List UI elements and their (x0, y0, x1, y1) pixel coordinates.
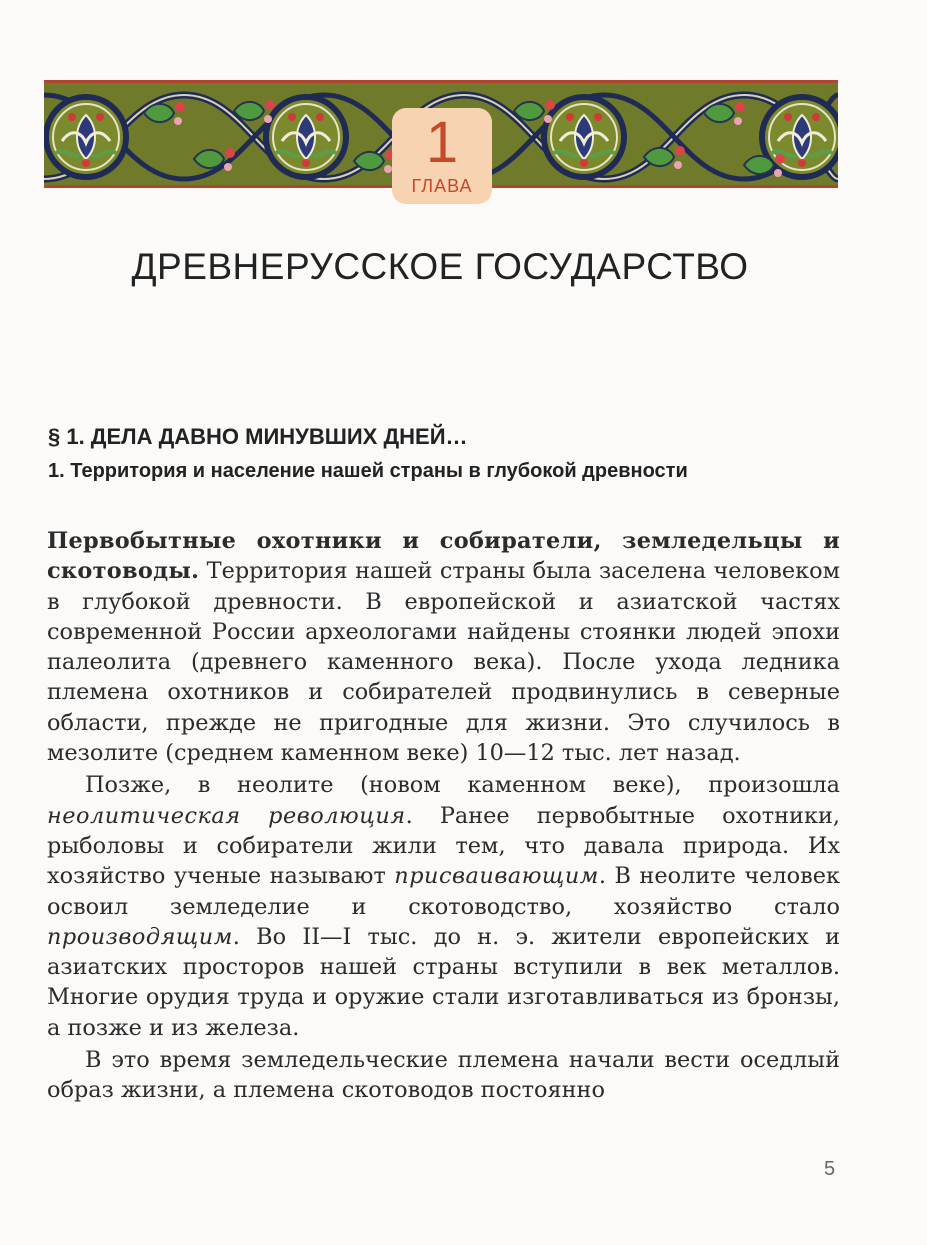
paragraph-lead: Первобытные охотники и собиратели, земледельцы и скотоводы. (47, 528, 840, 585)
body-text (47, 526, 840, 1106)
paragraph-text: Позже, в неолите (новом каменном веке), произошла (85, 772, 840, 799)
paragraph-1 (47, 526, 840, 768)
chapter-number: 1 (425, 110, 459, 175)
term-italic: производящим (47, 923, 233, 950)
paragraph-text: . В неолите человек освоил земледелие и скотоводство, хозяйство стало (47, 863, 840, 920)
paragraph-2 (47, 770, 840, 1043)
section-title: § 1. ДЕЛА ДАВНО МИНУВШИХ ДНЕЙ… (48, 424, 468, 449)
chapter-badge (392, 108, 492, 204)
term-italic: присваивающим (394, 863, 599, 890)
paragraph-text: . Во II—I тыс. до н. э. жители европейских и азиатских просторов нашей страны вступили в век металлов. Многие орудия труда и оружие стали изготавливаться из бронзы, а позже и из железа. (47, 923, 840, 1041)
term-italic: неолитическая революция (47, 802, 406, 829)
paragraph-text: Территория нашей страны была заселена человеком в глубокой древности. В европейской и азиатской частях современной России археологами найдены стоянки людей эпохи палеолита (древнего каменного века). После ухода ледника племена охотников и собирателей продвинулись в северные области, прежде не пригодные для жизни. Это случилось в мезолите (среднем каменном веке) 10—12 тыс. лет назад. (47, 558, 840, 767)
page-number: 5 (824, 1158, 836, 1180)
paragraph-text: . Ранее первобытные охотники, рыболовы и собиратели жили тем, что давала природа. Их хозяйство ученые называют (47, 802, 840, 890)
chapter-title: ДРЕВНЕРУССКОЕ ГОСУДАРСТВО (131, 246, 749, 287)
subsection-title: 1. Территория и население нашей страны в глубокой древности (48, 460, 688, 482)
chapter-label: ГЛАВА (411, 176, 473, 196)
paragraph-3: В это время земледельческие племена начали вести оседлый образ жизни, а племена скотоводов постоянно (47, 1047, 840, 1104)
